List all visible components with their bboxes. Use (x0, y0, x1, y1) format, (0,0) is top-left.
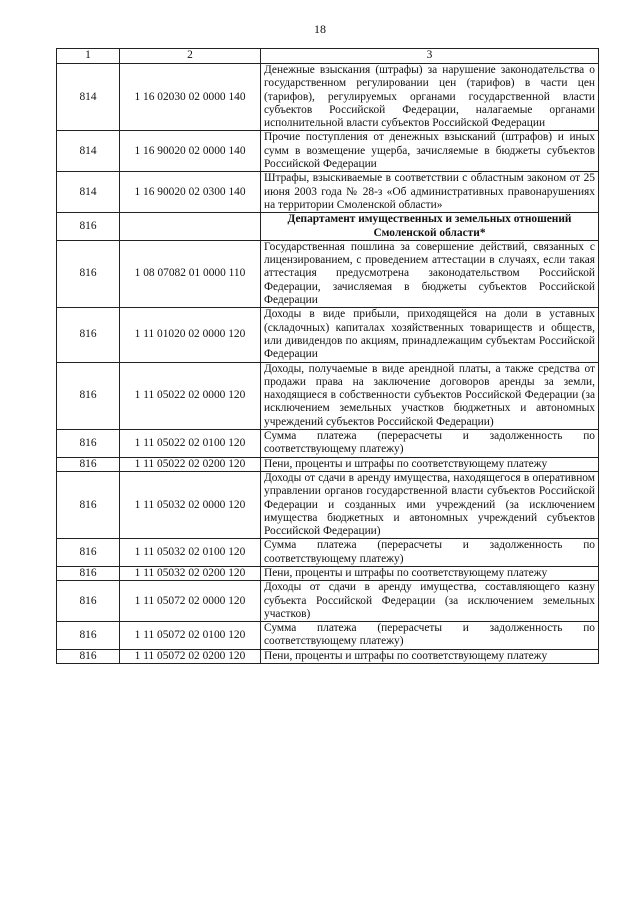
budget-classification-code-cell: 1 11 05022 02 0000 120 (120, 362, 261, 429)
table-row (57, 362, 599, 429)
revenue-codes-table (56, 48, 599, 664)
revenue-name-cell: Прочие поступления от денежных взысканий (штрафов) и иных сумм в возмещение ущерба, зачисляемые в бюджеты субъектов Российской Федерации (261, 131, 599, 172)
revenue-name-cell: Доходы, получаемые в виде арендной платы, а также средства от продажи права на заключение договоров аренды за земли, находящиеся в собственности субъектов Российской Федерации (за исключением земельных участков бюджетных и автономных учреждений субъектов Российской Федерации) (261, 362, 599, 429)
table-row (57, 539, 599, 567)
budget-classification-code-cell: 1 11 05032 02 0000 120 (120, 471, 261, 538)
revenue-name-cell: Пени, проценты и штрафы по соответствующему платежу (261, 566, 599, 580)
column-header-1: 1 (57, 49, 120, 64)
admin-code-cell: 816 (57, 457, 120, 471)
budget-classification-code-cell: 1 16 90020 02 0000 140 (120, 131, 261, 172)
column-header-2: 2 (120, 49, 261, 64)
admin-code-cell: 814 (57, 64, 120, 131)
budget-classification-code-cell: 1 11 05072 02 0000 120 (120, 581, 261, 622)
admin-code-cell: 816 (57, 581, 120, 622)
table-row (57, 622, 599, 650)
revenue-name-cell: Сумма платежа (перерасчеты и задолженность по соответствующему платежу) (261, 539, 599, 567)
admin-code-cell: 816 (57, 308, 120, 362)
budget-classification-code-cell: 1 16 90020 02 0300 140 (120, 172, 261, 213)
budget-classification-code-cell: 1 11 05032 02 0200 120 (120, 566, 261, 580)
budget-classification-code-cell: 1 11 05072 02 0100 120 (120, 622, 261, 650)
table-row (57, 457, 599, 471)
admin-code-cell: 816 (57, 240, 120, 307)
revenue-name-cell: Пени, проценты и штрафы по соответствующему платежу (261, 649, 599, 663)
table-row (57, 430, 599, 458)
table-row (57, 581, 599, 622)
admin-code-cell: 816 (57, 213, 120, 241)
budget-classification-code-cell: 1 11 05022 02 0100 120 (120, 430, 261, 458)
budget-classification-code-cell: 1 11 05022 02 0200 120 (120, 457, 261, 471)
admin-code-cell: 816 (57, 566, 120, 580)
table-row (57, 64, 599, 131)
admin-code-cell: 816 (57, 471, 120, 538)
column-header-3: 3 (261, 49, 599, 64)
budget-classification-code-cell: 1 08 07082 01 0000 110 (120, 240, 261, 307)
revenue-name-cell: Доходы от сдачи в аренду имущества, составляющего казну субъекта Российской Федерации (за исключением земельных участков) (261, 581, 599, 622)
revenue-name-cell: Государственная пошлина за совершение действий, связанных с лицензированием, с проведением аттестации в случаях, если такая аттестация предусмотрена законодательством Российской Федерации, зачисляемая в бюджеты субъектов Российской Федерации (261, 240, 599, 307)
admin-code-cell: 814 (57, 172, 120, 213)
page-number: 18 (314, 22, 326, 36)
table-row (57, 566, 599, 580)
table-row (57, 240, 599, 307)
revenue-name-cell: Сумма платежа (перерасчеты и задолженность по соответствующему платежу) (261, 430, 599, 458)
budget-classification-code-cell (120, 213, 261, 241)
budget-classification-code-cell: 1 11 05072 02 0200 120 (120, 649, 261, 663)
budget-classification-code-cell: 1 11 05032 02 0100 120 (120, 539, 261, 567)
revenue-name-cell: Доходы в виде прибыли, приходящейся на доли в уставных (складочных) капиталах хозяйственных товариществ и обществ, или дивидендов по акциям, принадлежащим субъектам Российской Федерации (261, 308, 599, 362)
revenue-name-cell: Департамент имущественных и земельных отношений Смоленской области* (261, 213, 599, 241)
admin-code-cell: 816 (57, 649, 120, 663)
revenue-name-cell: Сумма платежа (перерасчеты и задолженность по соответствующему платежу) (261, 622, 599, 650)
department-header-row (57, 213, 599, 241)
budget-classification-code-cell: 1 16 02030 02 0000 140 (120, 64, 261, 131)
admin-code-cell: 814 (57, 131, 120, 172)
table-body (57, 64, 599, 664)
revenue-name-cell: Доходы от сдачи в аренду имущества, находящегося в оперативном управлении органов государственной власти субъектов Российской Федерации и созданных ими учреждений (за исключением имущества бюджетных и автономных учреждений субъектов Российской Федерации) (261, 471, 599, 538)
table-row (57, 131, 599, 172)
admin-code-cell: 816 (57, 539, 120, 567)
revenue-name-cell: Пени, проценты и штрафы по соответствующему платежу (261, 457, 599, 471)
admin-code-cell: 816 (57, 430, 120, 458)
table-header-row (57, 49, 599, 64)
table-row (57, 471, 599, 538)
table-row (57, 172, 599, 213)
revenue-name-cell: Денежные взыскания (штрафы) за нарушение законодательства о государственном регулировании цен (тарифов) в части цен (тарифов), регулируемых органами государственной власти субъектов Российской Федерации, налагаемые органами исполнительной власти субъектов Российской Федерации (261, 64, 599, 131)
table-row (57, 649, 599, 663)
table-row (57, 308, 599, 362)
budget-classification-code-cell: 1 11 01020 02 0000 120 (120, 308, 261, 362)
admin-code-cell: 816 (57, 622, 120, 650)
revenue-name-cell: Штрафы, взыскиваемые в соответствии с областным законом от 25 июня 2003 года № 28-з «Об административных правонарушениях на территории Смоленской области» (261, 172, 599, 213)
admin-code-cell: 816 (57, 362, 120, 429)
